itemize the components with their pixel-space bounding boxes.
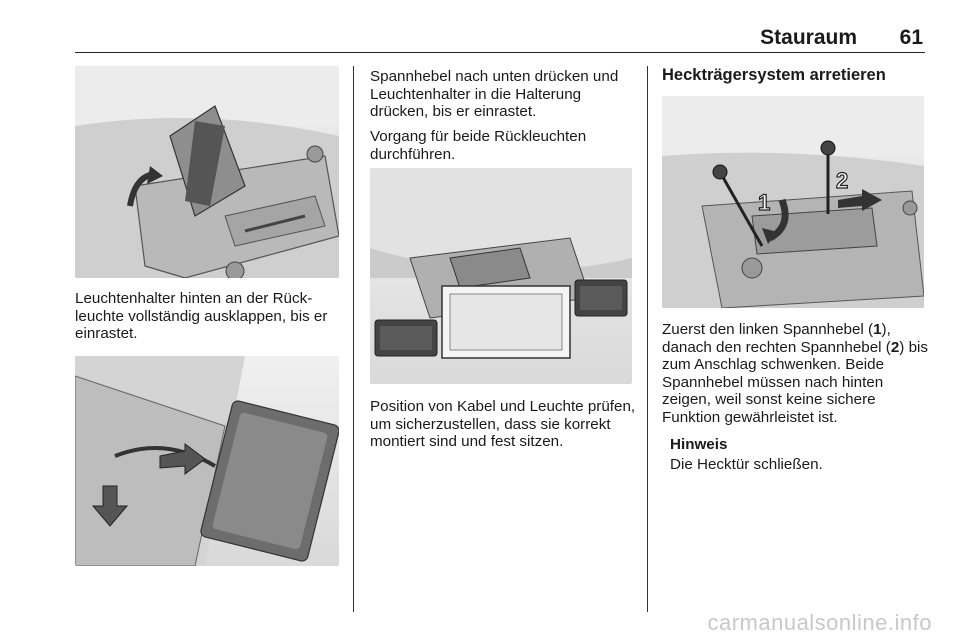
illustration-lock-levers bbox=[662, 96, 924, 308]
illustration-lamp-holder bbox=[75, 66, 339, 278]
watermark: carmanualsonline.info bbox=[707, 610, 932, 635]
section-title: Stauraum bbox=[760, 26, 857, 49]
text-part: ) bis zum Anschlag schwenken. Beide Spannhebel müssen nach hinten zeigen, weil sonst keine sichere Funktion gewährleistet ist. bbox=[662, 338, 928, 426]
paragraph-swing-levers bbox=[662, 321, 928, 427]
note-title: Hinweis bbox=[670, 436, 728, 453]
paragraph-both-lights: Vorgang für beide Rückleuchten durchführen. bbox=[370, 128, 587, 163]
figure-lamp-holder-fold-out bbox=[75, 66, 339, 278]
column-divider-1 bbox=[353, 66, 354, 612]
figure-rear-carrier-lights bbox=[370, 168, 632, 384]
illustration-lamp-cable bbox=[75, 356, 339, 566]
paragraph-check-position: Position von Kabel und Leuchte prüfen, um sicherzustellen, dass sie korrekt montiert sind und fest sitzen. bbox=[370, 398, 636, 451]
heading-lock-carrier: Heckträgersystem arretieren bbox=[662, 66, 886, 84]
text-part: ), danach den rechten Spannhebel ( bbox=[662, 321, 891, 356]
callout-label-1: 1 bbox=[758, 190, 771, 215]
text-part: Zuerst den linken Spannhebel ( bbox=[662, 321, 874, 338]
caption-fold-out: Leuchtenhalter hinten an der Rück-leuchte vollständig ausklappen, bis er einrastet. bbox=[75, 290, 328, 343]
page-number: 61 bbox=[899, 26, 923, 49]
figure-lock-levers bbox=[662, 96, 924, 308]
paragraph-press-lever: Spannhebel nach unten drücken und Leuchtenhalter in die Halterung drücken, bis er einrastet. bbox=[370, 68, 619, 121]
callout-label-2: 2 bbox=[836, 168, 849, 193]
illustration-rear-carrier bbox=[370, 168, 632, 384]
ref-number-2: 2 bbox=[890, 338, 900, 356]
figure-lamp-holder-cable bbox=[75, 356, 339, 566]
page-header bbox=[75, 24, 925, 53]
note-text: Die Hecktür schließen. bbox=[670, 456, 823, 473]
ref-number-1: 1 bbox=[873, 321, 882, 338]
column-divider-2 bbox=[647, 66, 648, 612]
